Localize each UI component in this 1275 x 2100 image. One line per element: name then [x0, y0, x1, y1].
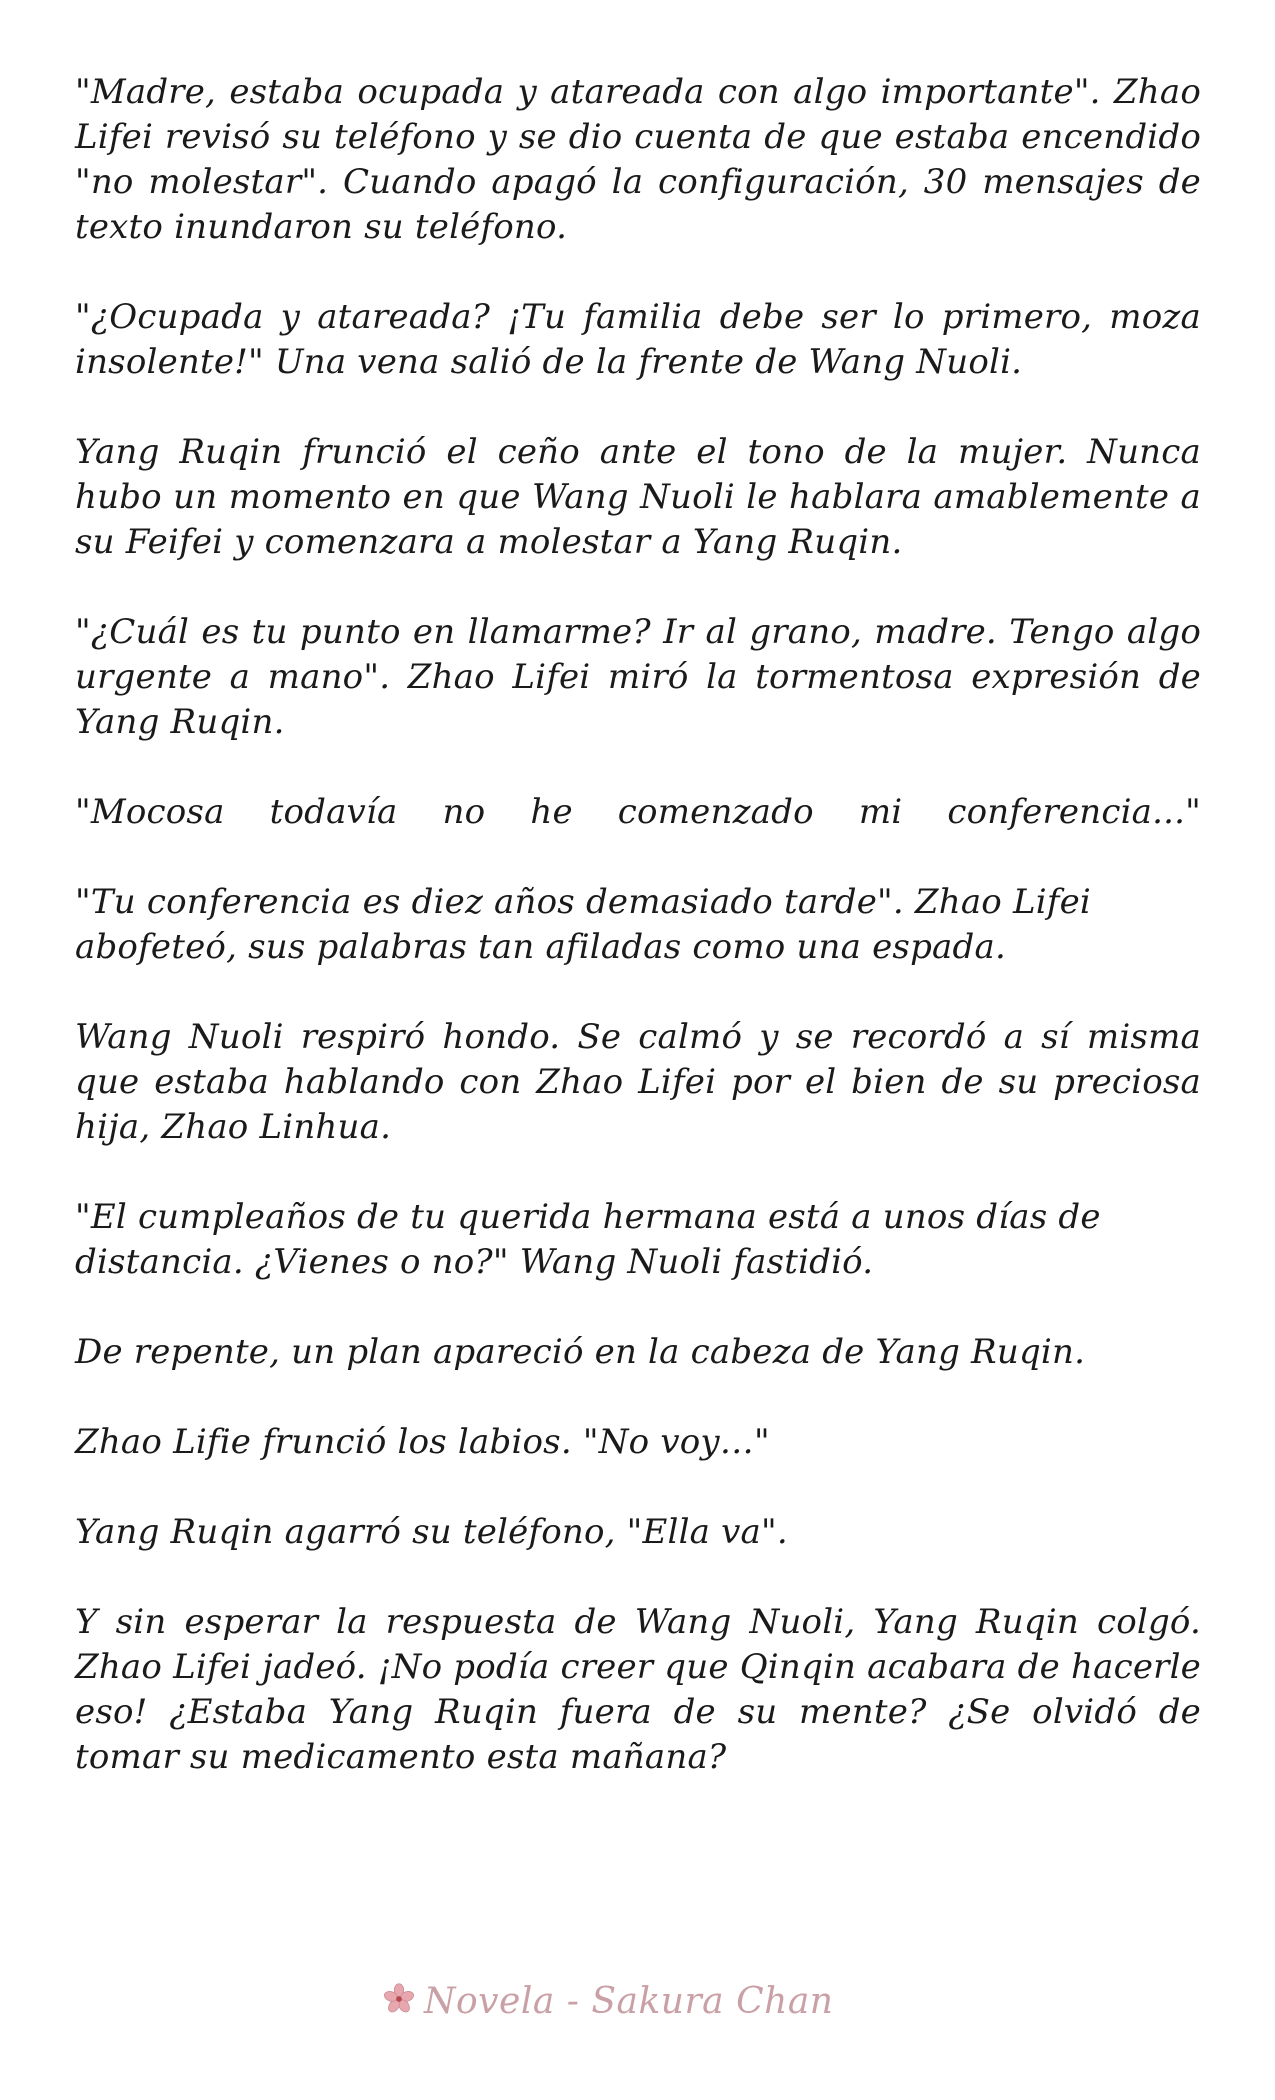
watermark — [380, 1976, 900, 2026]
paragraph-12: Y sin esperar la respuesta de Wang Nuoli, Yang Ruqin colgó. Zhao Lifei jadeó. ¡No podía creer que Qinqin acabara de hacerle eso! ¿Estaba Yang Ruqin fuera de su mente? ¿Se olvidó de tomar su medicamento esta mañana? — [75, 1602, 1201, 1777]
paragraph-6: "Tu conferencia es diez años demasiado tarde". Zhao Lifei abofeteó, sus palabras tan afiladas como una espada. — [75, 882, 1092, 967]
paragraph-1: "Madre, estaba ocupada y atareada con algo importante". Zhao Lifei revisó su teléfono y se dio cuenta de que estaba encendido "no molestar". Cuando apagó la configuración, 30 mensajes de texto inundaron su teléfono. — [75, 72, 1201, 247]
sakura-blossom-icon — [380, 1980, 424, 2023]
paragraph-5: "Mocosa todavía no he comenzado mi conferencia..." — [75, 792, 1201, 832]
novel-page — [75, 70, 1201, 1825]
paragraph-7: Wang Nuoli respiró hondo. Se calmó y se recordó a sí misma que estaba hablando con Zhao Lifei por el bien de su preciosa hija, Zhao Linhua. — [75, 1017, 1201, 1147]
paragraph-11: Yang Ruqin agarró su teléfono, "Ella va". — [75, 1512, 788, 1552]
paragraph-9: De repente, un plan apareció en la cabeza de Yang Ruqin. — [75, 1332, 1086, 1372]
paragraph-2: "¿Ocupada y atareada? ¡Tu familia debe ser lo primero, moza insolente!" Una vena salió de la frente de Wang Nuoli. — [75, 297, 1201, 382]
paragraph-3: Yang Ruqin frunció el ceño ante el tono de la mujer. Nunca hubo un momento en que Wang Nuoli le hablara amablemente a su Feifei y comenzara a molestar a Yang Ruqin. — [75, 432, 1201, 562]
paragraph-10: Zhao Lifie frunció los labios. "No voy…" — [75, 1422, 770, 1462]
paragraph-4: "¿Cuál es tu punto en llamarme? Ir al grano, madre. Tengo algo urgente a mano". Zhao Lifei miró la tormentosa expresión de Yang Ruqin. — [75, 612, 1201, 742]
paragraph-8: "El cumpleaños de tu querida hermana está a unos días de distancia. ¿Vienes o no?" Wang Nuoli fastidió. — [75, 1197, 1101, 1282]
watermark-text: Novela - Sakura Chan — [424, 1980, 834, 2022]
